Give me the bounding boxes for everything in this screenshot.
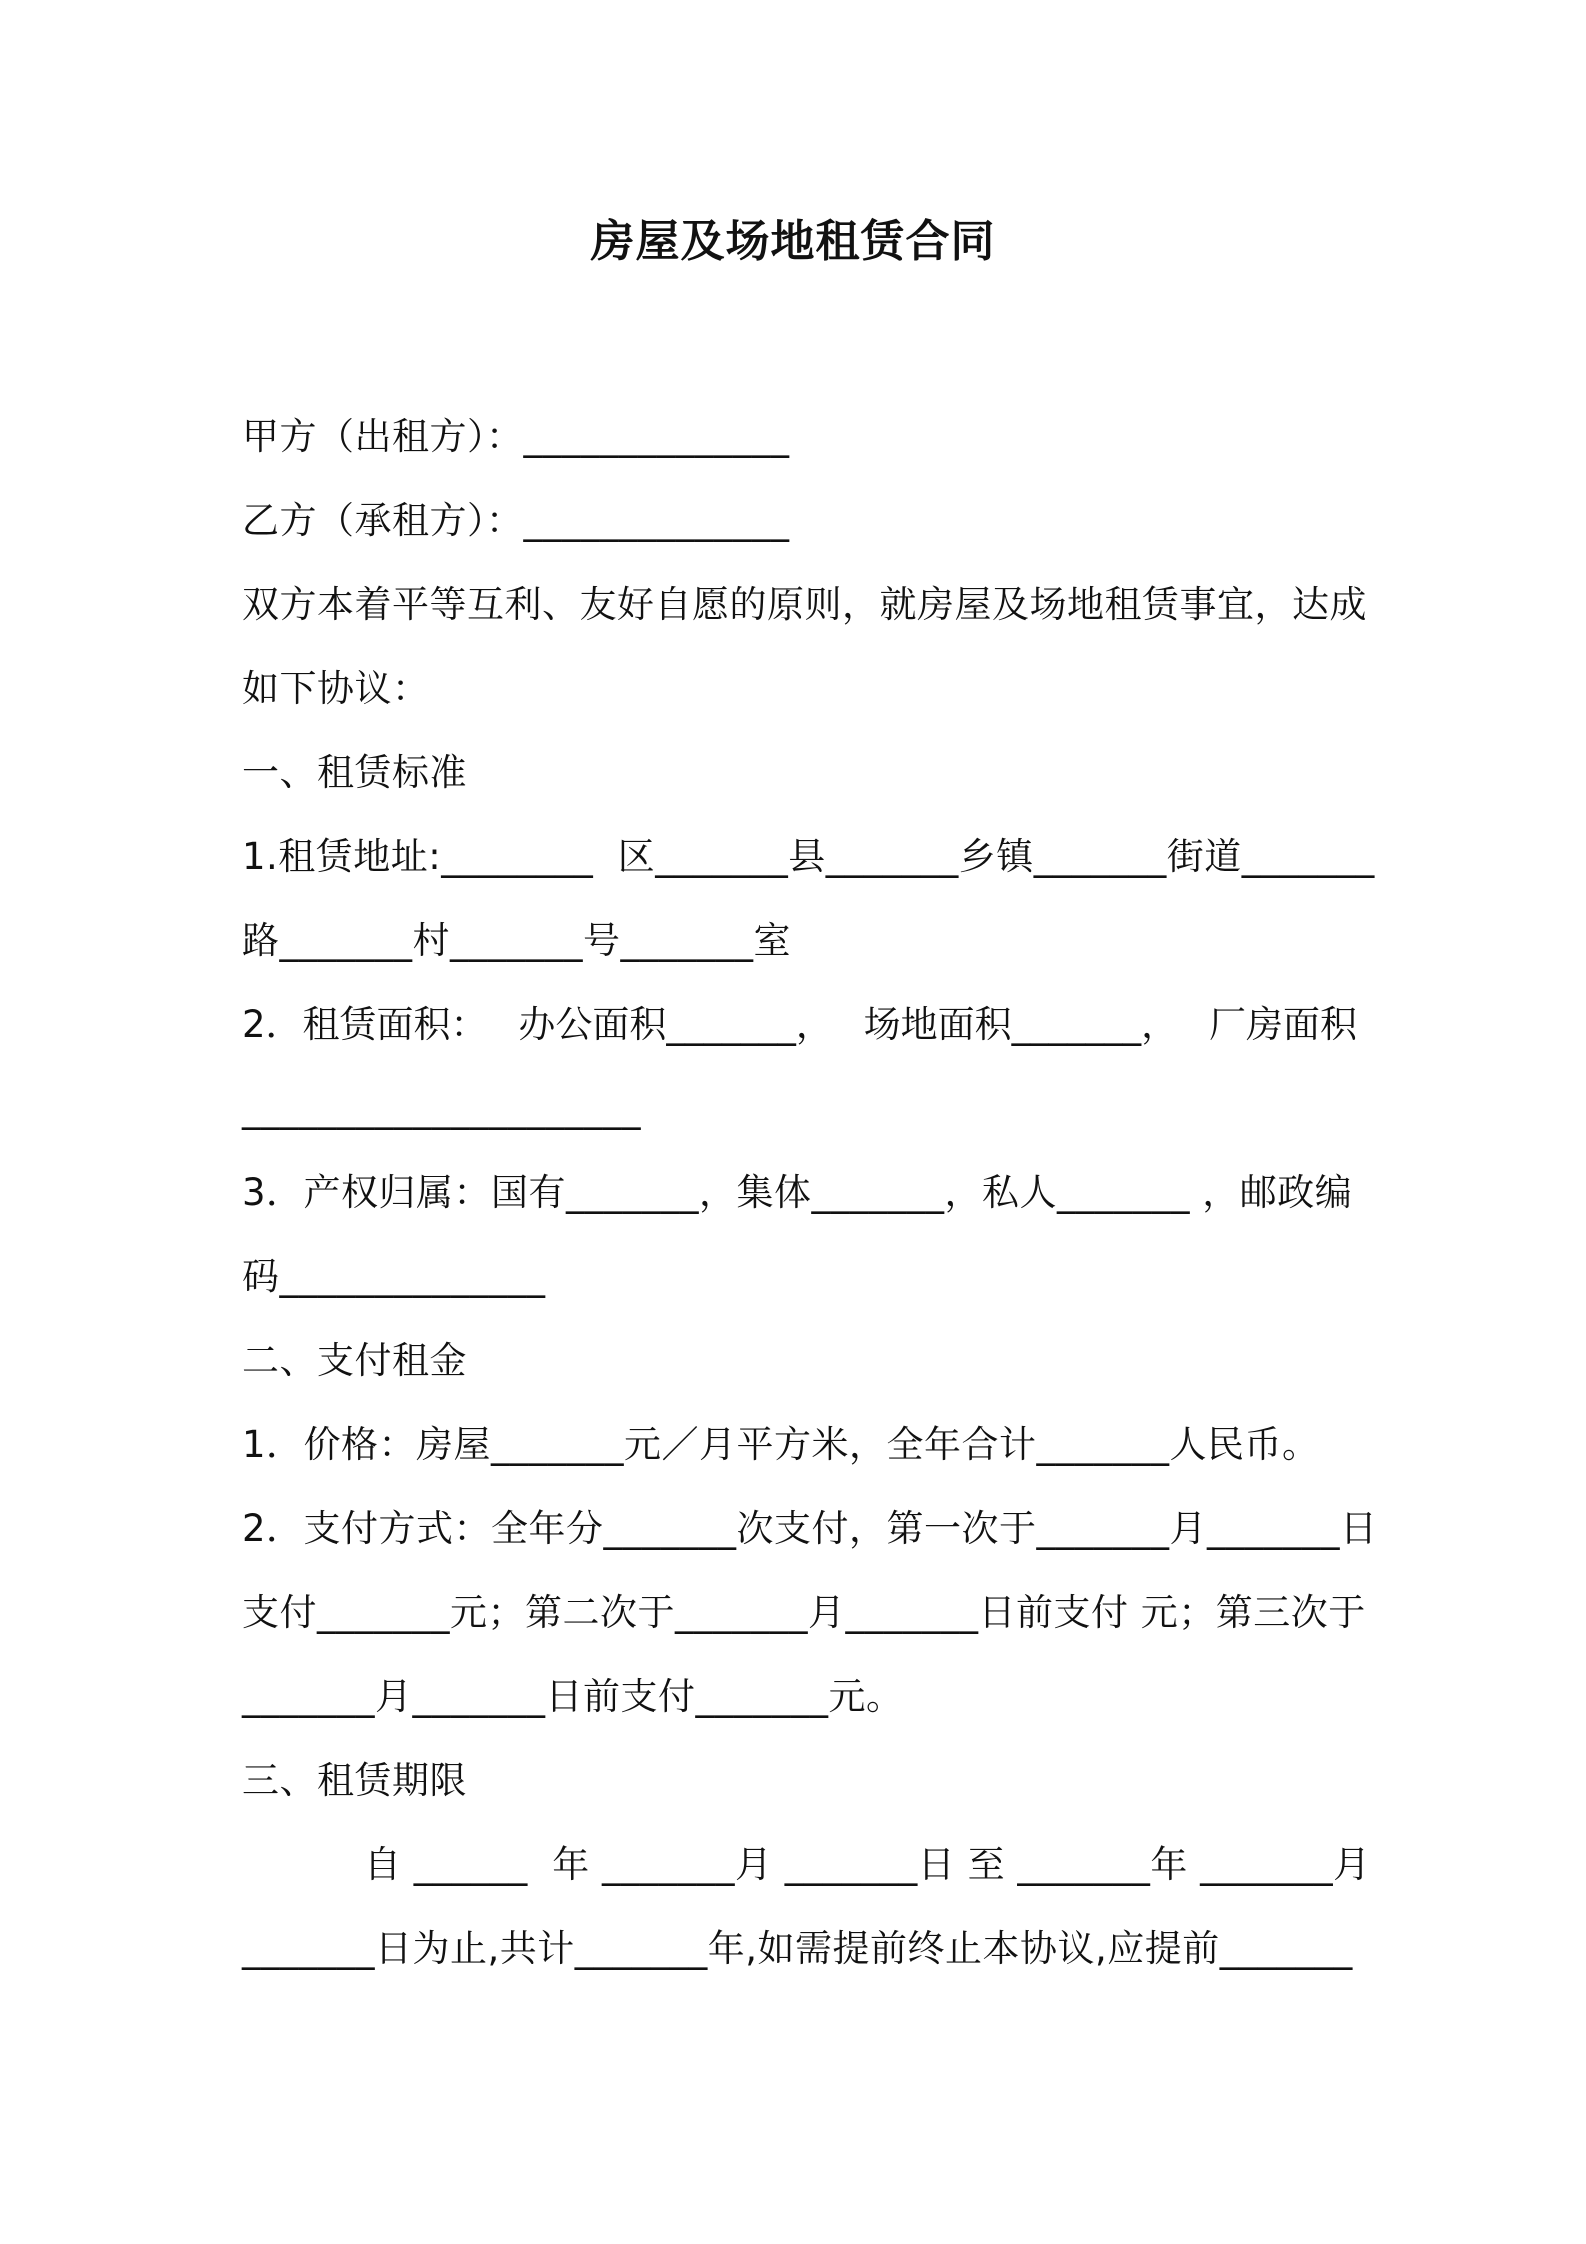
item-1-2-factory-area: 厂房面积 <box>1208 1003 1357 1046</box>
intro-line-1: 双方本着平等互利、友好自愿的原则，就房屋及场地租赁事宜，达成 <box>242 583 1367 626</box>
item-3-line-1: 自 ______ 年 _______月 _______日 至 _______年 _______月 <box>364 1843 1371 1886</box>
item-1-2-site-area: 场地面积_______， <box>863 1003 1179 1046</box>
item-2-2-line-1: 2．支付方式：全年分_______次支付，第一次于_______月_______日 <box>242 1507 1378 1550</box>
party-b-line: 乙方（承租方）：______________ <box>242 499 790 542</box>
item-2-1: 1．价格：房屋_______元／月平方米，全年合计_______人民币。 <box>242 1423 1320 1466</box>
section-2-heading: 二、支付租金 <box>242 1339 467 1382</box>
item-1-2-label: 2．租赁面积： <box>242 1003 488 1046</box>
document-title: 房屋及场地租赁合同 <box>590 216 996 267</box>
section-1-heading: 一、租赁标准 <box>242 751 467 794</box>
item-1-1-line-1: 1.租赁地址:________ 区_______县_______乡镇_______街道_______ <box>242 835 1375 878</box>
intro-line-2: 如下协议： <box>242 667 430 710</box>
party-a-line: 甲方（出租方）：______________ <box>242 415 790 458</box>
item-2-2-line-2: 支付_______元；第二次于_______月_______日前支付 元；第三次于 <box>242 1591 1366 1634</box>
item-1-2-line-2: _____________________ <box>242 1087 641 1130</box>
item-1-2-office-area: 办公面积_______， <box>518 1003 833 1046</box>
item-1-3-line-1: 3．产权归属：国有_______，集体_______，私人_______ ，邮政编 <box>242 1171 1353 1214</box>
item-1-2-line-1 <box>242 1000 1357 1050</box>
section-3-heading: 三、租赁期限 <box>242 1759 467 1802</box>
item-1-1-line-2: 路_______村_______号_______室 <box>242 919 791 962</box>
item-3-line-2: _______日为止,共计_______年,如需提前终止本协议,应提前_______ <box>242 1927 1353 1970</box>
item-2-2-line-3: _______月_______日前支付_______元。 <box>242 1675 904 1718</box>
item-1-3-line-2: 码______________ <box>242 1255 546 1298</box>
